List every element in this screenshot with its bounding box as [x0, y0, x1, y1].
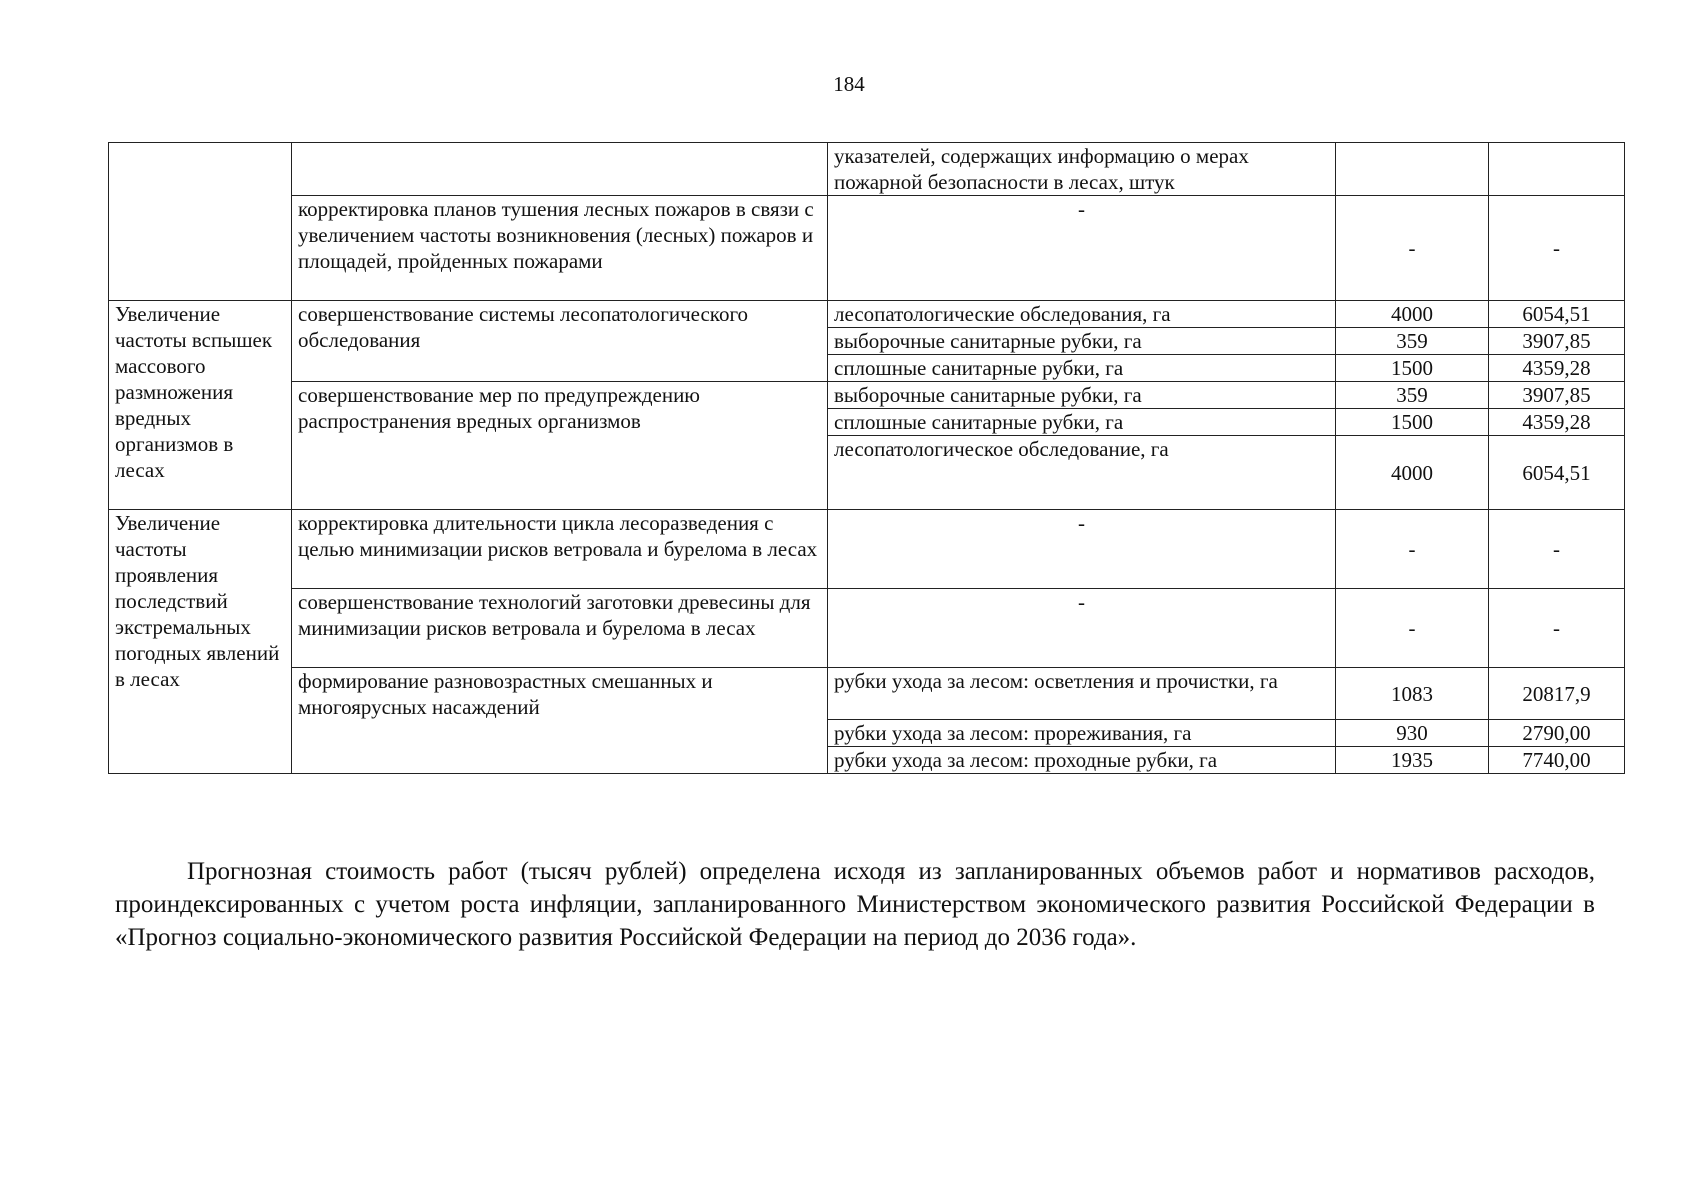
volume-cell-empty: [1336, 143, 1489, 196]
cost-cell: 7740,00: [1489, 747, 1625, 774]
table-row: [109, 301, 1625, 328]
cost-cell: 2790,00: [1489, 720, 1625, 747]
cost-cell: -: [1489, 196, 1625, 301]
indicator-cell: лесопатологические обследования, га: [828, 301, 1336, 328]
indicator-cell: -: [828, 510, 1336, 589]
volume-cell: 359: [1336, 328, 1489, 355]
measure-cell: корректировка длительности цикла лесоразведения с целью минимизации рисков ветровала и бурелома в лесах: [292, 510, 828, 589]
measure-cell-empty: [292, 143, 828, 196]
cost-cell: 4359,28: [1489, 409, 1625, 436]
measures-table: [108, 142, 1625, 774]
indicator-cell: лесопатологическое обследование, га: [828, 436, 1336, 510]
table-row: [109, 589, 1625, 668]
volume-cell: 4000: [1336, 301, 1489, 328]
cost-cell-empty: [1489, 143, 1625, 196]
volume-cell: 1935: [1336, 747, 1489, 774]
volume-cell: 1083: [1336, 668, 1489, 720]
indicator-cell: сплошные санитарные рубки, га: [828, 355, 1336, 382]
table-row: [109, 382, 1625, 409]
volume-cell: 1500: [1336, 409, 1489, 436]
page-number: 184: [833, 72, 865, 96]
measure-cell: корректировка планов тушения лесных пожаров в связи с увеличением частоты возникновения (лесных) пожаров и площадей, пройденных пожарами: [292, 196, 828, 301]
measure-cell: совершенствование технологий заготовки древесины для минимизации рисков ветровала и бурелома в лесах: [292, 589, 828, 668]
indicator-cell: -: [828, 589, 1336, 668]
volume-cell: 1500: [1336, 355, 1489, 382]
cost-cell: 4359,28: [1489, 355, 1625, 382]
indicator-cell: -: [828, 196, 1336, 301]
cost-cell: 3907,85: [1489, 382, 1625, 409]
risk-cell-empty: [109, 143, 292, 301]
volume-cell: -: [1336, 510, 1489, 589]
body-paragraph: Прогнозная стоимость работ (тысяч рублей) определена исходя из запланированных объемов работ и нормативов расходов, проиндексированных с учетом роста инфляции, запланированного Министерством экономического развития Российской Федерации в «Прогноз социально-экономического развития Российской Федерации на период до 2036 года».: [115, 858, 1595, 951]
cost-cell: 20817,9: [1489, 668, 1625, 720]
cost-cell: 6054,51: [1489, 301, 1625, 328]
table-row: [109, 668, 1625, 720]
measure-cell: формирование разновозрастных смешанных и многоярусных насаждений: [292, 668, 828, 774]
volume-cell: -: [1336, 196, 1489, 301]
table-row: [109, 143, 1625, 196]
cost-cell: 6054,51: [1489, 436, 1625, 510]
indicator-cell: выборочные санитарные рубки, га: [828, 382, 1336, 409]
cost-cell: -: [1489, 510, 1625, 589]
indicator-cell: указателей, содержащих информацию о мерах пожарной безопасности в лесах, штук: [828, 143, 1336, 196]
volume-cell: 930: [1336, 720, 1489, 747]
cost-cell: -: [1489, 589, 1625, 668]
indicator-cell: сплошные санитарные рубки, га: [828, 409, 1336, 436]
measure-cell: совершенствование системы лесопатологического обследования: [292, 301, 828, 382]
volume-cell: 359: [1336, 382, 1489, 409]
volume-cell: -: [1336, 589, 1489, 668]
volume-cell: 4000: [1336, 436, 1489, 510]
risk-cell: Увеличение частоты вспышек массового размножения вредных организмов в лесах: [109, 301, 292, 510]
indicator-cell: выборочные санитарные рубки, га: [828, 328, 1336, 355]
indicator-cell: рубки ухода за лесом: прореживания, га: [828, 720, 1336, 747]
indicator-cell: рубки ухода за лесом: осветления и прочистки, га: [828, 668, 1336, 720]
cost-cell: 3907,85: [1489, 328, 1625, 355]
table-row: [109, 510, 1625, 589]
measure-cell: совершенствование мер по предупреждению распространения вредных организмов: [292, 382, 828, 510]
risk-cell: Увеличение частоты проявления последствий экстремальных погодных явлений в лесах: [109, 510, 292, 774]
table-row: [109, 196, 1625, 301]
indicator-cell: рубки ухода за лесом: проходные рубки, га: [828, 747, 1336, 774]
